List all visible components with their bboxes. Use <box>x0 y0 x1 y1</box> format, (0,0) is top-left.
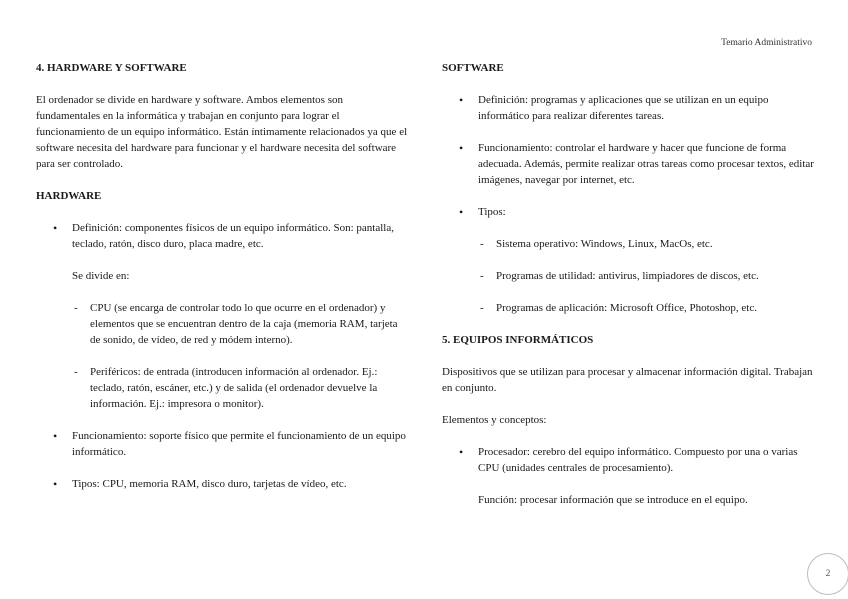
elementos-label: Elementos y conceptos: <box>442 414 547 426</box>
list-item: • Definición: programas y aplicaciones que se utilizan en un equipo informático para realizar diferentes tareas. <box>442 92 814 124</box>
list-item: - Programas de aplicación: Microsoft Office, Photoshop, etc. <box>478 300 814 316</box>
list-item <box>442 444 814 508</box>
bullet-text: • Definición: componentes físicos de un equipo informático. Son: pantalla, teclado, ratón, disco duro, placa madre, etc. <box>72 222 394 250</box>
equipos-heading: 5. EQUIPOS INFORMÁTICOS <box>442 334 594 346</box>
list-item: - Sistema operativo: Windows, Linux, MacOs, etc. <box>478 236 814 252</box>
list-item: • Funcionamiento: soporte físico que permite el funcionamiento de un equipo informático. <box>36 428 408 460</box>
running-header: Temario Administrativo <box>721 38 812 48</box>
list-item <box>36 220 408 412</box>
list-item: - Programas de utilidad: antivirus, limpiadores de discos, etc. <box>478 268 814 284</box>
software-bullet-list <box>442 92 814 316</box>
software-heading: SOFTWARE <box>442 62 504 74</box>
section-heading-hardware-software: 4. HARDWARE Y SOFTWARE <box>36 62 187 74</box>
list-item: • Funcionamiento: controlar el hardware y hacer que funcione de forma adecuada. Además, permite realizar otras tareas como procesar textos, editar imágenes, navegar por internet, etc. <box>442 140 814 188</box>
sub-intro: Función: procesar información que se introduce en el equipo. <box>478 494 748 506</box>
page-number: 2 <box>825 569 831 579</box>
hardware-bullet-list <box>36 220 408 492</box>
right-column <box>442 60 814 524</box>
list-item: - CPU (se encarga de controlar todo lo que ocurre en el ordenador) y elementos que se encuentran dentro de la caja (memoria RAM, tarjeta de sonido, de vídeo, de red y módem interno). <box>72 300 408 348</box>
list-item: • Tipos: CPU, memoria RAM, disco duro, tarjetas de vídeo, etc. <box>36 476 408 492</box>
list-item <box>442 204 814 316</box>
list-item: - Periféricos: de entrada (introducen información al ordenador. Ej.: teclado, ratón, escáner, etc.) y de salida (el ordenador devuelve la información. Ej.: impresora o monitor). <box>72 364 408 412</box>
bullet-text: • Tipos: <box>478 206 506 218</box>
equipos-bullet-list <box>442 444 814 508</box>
dash-list <box>72 300 408 412</box>
hardware-heading: HARDWARE <box>36 190 102 202</box>
sub-intro: Se divide en: <box>72 270 130 282</box>
bullet-text: • Procesador: cerebro del equipo informático. Compuesto por una o varias CPU (unidades centrales de procesamiento). <box>478 446 798 474</box>
dash-list <box>478 236 814 316</box>
equipos-intro: Dispositivos que se utilizan para procesar y almacenar información digital. Trabajan en conjunto. <box>442 366 813 394</box>
page-number-badge <box>807 553 848 595</box>
intro-paragraph: El ordenador se divide en hardware y software. Ambos elementos son fundamentales en la informática y trabajan en conjunto para lograr el funcionamiento de un equipo informático. Están íntimamente relacionados ya que el software necesita del hardware para funcionar y el hardware necesita del software para ser controlado. <box>36 94 408 170</box>
left-column <box>36 60 408 508</box>
